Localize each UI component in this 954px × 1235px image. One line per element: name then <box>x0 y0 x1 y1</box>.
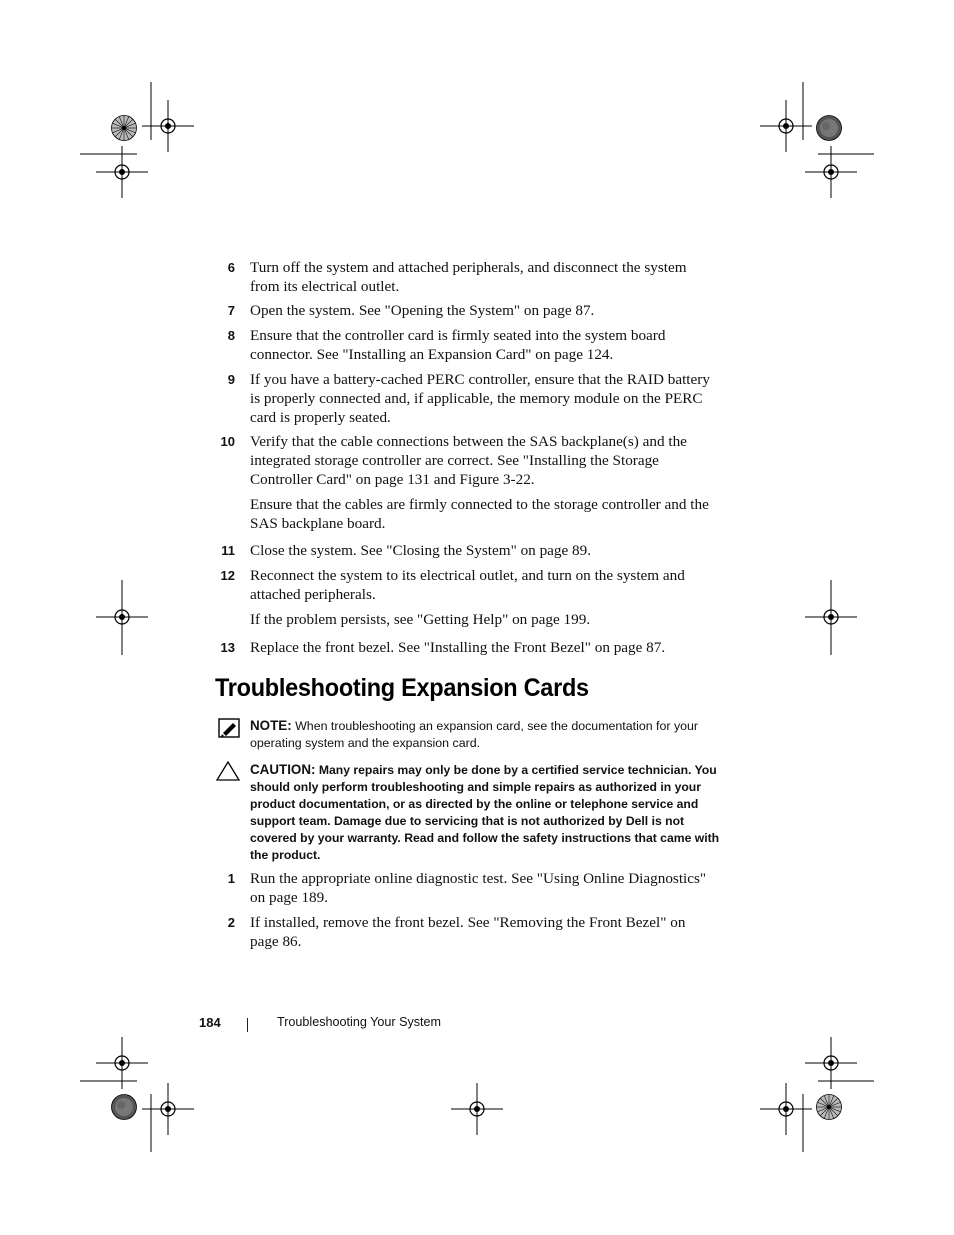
step-12 <box>215 567 715 607</box>
section-step-1 <box>215 870 715 910</box>
step-text: Verify that the cable connections between the SAS backplane(s) and the integrated storage controller are correct. See "Installing the Storage Controller Card" on page 131 and Figure 3-22. <box>250 433 687 488</box>
step-12-continuation: If the problem persists, see "Getting Help" on page 199. <box>250 611 591 628</box>
footer-divider <box>247 1018 248 1032</box>
step-10 <box>215 433 715 491</box>
step-13 <box>215 639 715 659</box>
step-9 <box>215 371 715 429</box>
note-pencil-icon <box>218 718 240 738</box>
step-11 <box>215 542 715 562</box>
step-text: If installed, remove the front bezel. See "Removing the Front Bezel" on page 86. <box>250 914 686 950</box>
step-number: 8 <box>227 328 235 343</box>
page-number: 184 <box>199 1015 221 1030</box>
caution-triangle-icon <box>215 760 241 782</box>
step-number: 7 <box>227 303 235 318</box>
step-text: Turn off the system and attached peripherals, and disconnect the system from its electrical outlet. <box>250 259 687 295</box>
caution-text: Many repairs may only be done by a certified service technician. You should only perform troubleshooting and simple repairs as authorized in your product documentation, or as directed by the online or telephone service and support team. Damage due to servicing that is not authorized by Dell is not covered by your warranty. Read and follow the safety instructions that came with the product. <box>250 763 720 862</box>
step-8 <box>215 327 715 367</box>
step-10-continuation: Ensure that the cables are firmly connected to the storage controller and the SAS backplane board. <box>250 496 709 532</box>
step-number: 2 <box>227 915 235 930</box>
step-text: If you have a battery-cached PERC controller, ensure that the RAID battery is properly connected and, if applicable, the memory module on the PERC card is properly seated. <box>250 371 710 426</box>
step-number: 9 <box>227 372 235 387</box>
section-heading: Troubleshooting Expansion Cards <box>215 674 589 702</box>
step-number: 11 <box>221 543 235 558</box>
step-number: 12 <box>220 568 235 583</box>
footer-chapter-title: Troubleshooting Your System <box>277 1015 442 1029</box>
note-text: When troubleshooting an expansion card, see the documentation for your operating system and the expansion card. <box>250 719 699 750</box>
step-text: Ensure that the controller card is firmly seated into the system board connector. See "Installing an Expansion Card" on page 124. <box>250 327 666 363</box>
step-text: Close the system. See "Closing the System" on page 89. <box>250 542 592 559</box>
note-label: NOTE: <box>250 718 292 733</box>
step-7 <box>215 302 715 322</box>
step-number: 10 <box>220 434 235 449</box>
step-text: Open the system. See "Opening the System" on page 87. <box>250 302 595 319</box>
step-6 <box>215 259 715 299</box>
step-text: Replace the front bezel. See "Installing the Front Bezel" on page 87. <box>250 639 666 656</box>
note-block <box>250 717 720 752</box>
caution-block <box>250 761 720 864</box>
step-text: Reconnect the system to its electrical outlet, and turn on the system and attached peripherals. <box>250 567 685 603</box>
step-number: 6 <box>227 260 235 275</box>
caution-label: CAUTION: <box>250 762 316 777</box>
section-step-2 <box>215 914 715 954</box>
step-text: Run the appropriate online diagnostic test. See "Using Online Diagnostics" on page 189. <box>250 870 707 906</box>
step-number: 1 <box>227 871 235 886</box>
step-number: 13 <box>220 640 235 655</box>
